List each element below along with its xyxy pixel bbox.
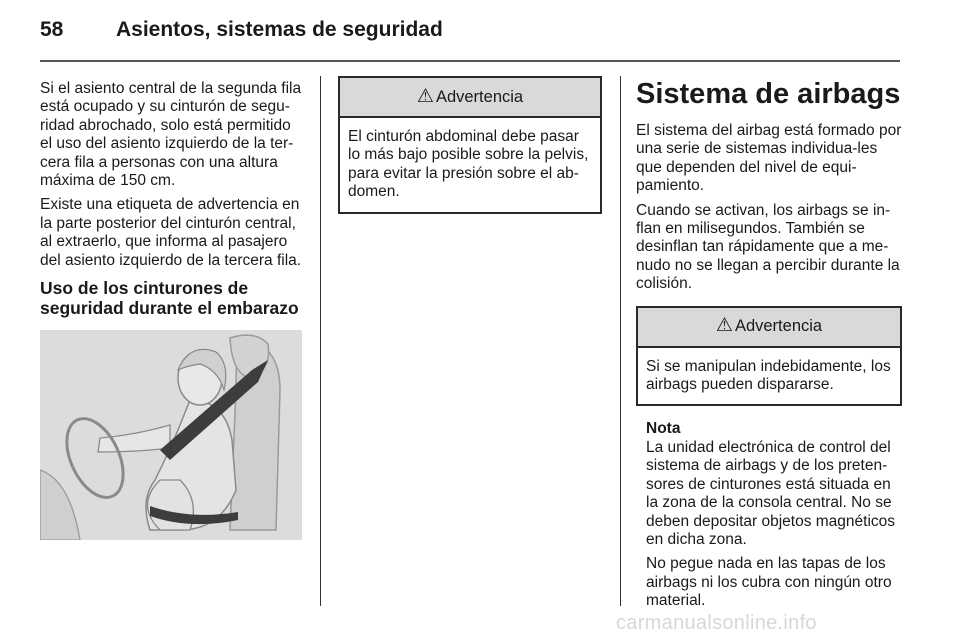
pregnant-driver-illustration xyxy=(40,330,302,540)
watermark: carmanualsonline.info xyxy=(616,612,817,634)
warning-triangle-icon: ⚠ xyxy=(715,315,733,337)
warning-title: Advertencia xyxy=(435,87,524,106)
warning-title: Advertencia xyxy=(734,317,823,336)
warning-box xyxy=(636,306,902,407)
right-column xyxy=(636,76,902,617)
note-paragraph: No pegue nada en las tapas de los airbags ni los cubra con ningún otro material. xyxy=(646,555,892,610)
note-paragraph: La unidad electrónica de control del sistema de airbags y de los preten-sores de cinturones está situada en la zona de la consola central. No se deben depositar objetos magnéticos en dicha zona. xyxy=(646,438,896,548)
seatbelt-pregnancy-image xyxy=(40,330,302,540)
paragraph: Cuando se activan, los airbags se in-flan en milisegundos. También se desinflan tan rápidamente que a me-nudo no se llegan a percibir durante la colisión. xyxy=(636,201,900,293)
warning-text: Si se manipulan indebidamente, los airbags pueden dispararse. xyxy=(646,357,891,394)
header-divider xyxy=(40,60,900,62)
left-column xyxy=(40,80,306,540)
warning-header xyxy=(340,78,600,118)
warning-header xyxy=(638,308,900,348)
paragraph: El sistema del airbag está formado por una serie de sistemas individua-les que dependen del nivel de equi-pamiento. xyxy=(636,122,902,195)
middle-column xyxy=(338,76,602,214)
section-subheading: Uso de los cinturones de seguridad durante el embarazo xyxy=(40,278,299,319)
page-number: 58 xyxy=(40,18,64,41)
column-divider-right xyxy=(620,76,621,606)
warning-text: El cinturón abdominal debe pasar lo más bajo posible sobre la pelvis, para evitar la presión sobre el ab-domen. xyxy=(348,128,589,201)
warning-box xyxy=(338,76,602,214)
paragraph: Si el asiento central de la segunda fila está ocupado y su cinturón de segu-ridad abrochado, solo está permitido el uso del asiento izquierdo de la ter-cera fila a personas con una altura máxima de 150 cm. xyxy=(40,80,302,190)
warning-triangle-icon: ⚠ xyxy=(416,85,434,107)
note-title: Nota xyxy=(646,420,681,438)
column-divider-left xyxy=(320,76,321,606)
paragraph: Existe una etiqueta de advertencia en la parte posterior del cinturón central, al extraerlo, que informa al pasajero del asiento izquierdo de la tercera fila. xyxy=(40,196,302,269)
note-block xyxy=(636,420,902,610)
section-heading: Sistema de airbags xyxy=(636,78,901,110)
page-title: Asientos, sistemas de seguridad xyxy=(116,18,443,41)
